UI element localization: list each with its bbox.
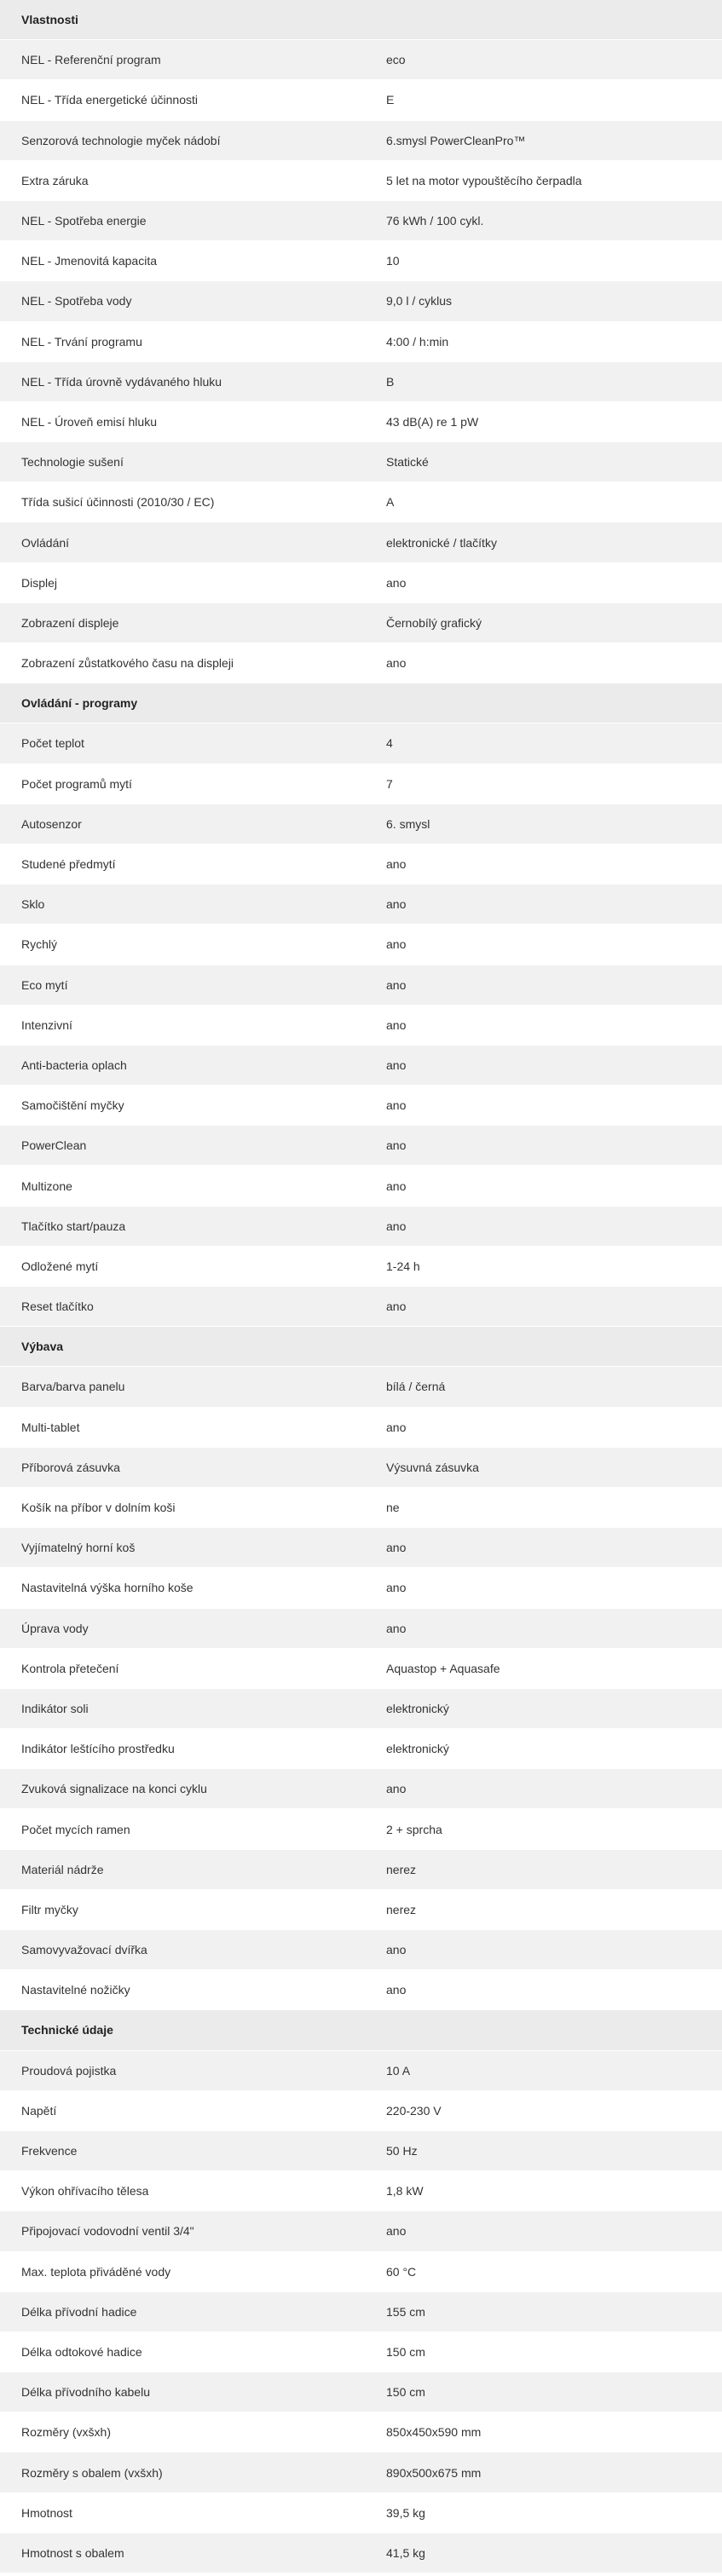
spec-label: NEL - Třída energetické účinnosti bbox=[21, 93, 198, 107]
spec-row bbox=[0, 1367, 722, 1407]
spec-row bbox=[0, 241, 722, 281]
spec-label: Rozměry s obalem (vxšxh) bbox=[21, 2465, 163, 2480]
spec-value: ano bbox=[386, 1138, 407, 1153]
spec-row bbox=[0, 1287, 722, 1327]
spec-row bbox=[0, 121, 722, 161]
spec-value: 150 cm bbox=[386, 2344, 425, 2359]
spec-value: ano bbox=[386, 1057, 407, 1072]
spec-row bbox=[0, 322, 722, 362]
spec-value: ano bbox=[386, 897, 407, 912]
spec-row bbox=[0, 1850, 722, 1890]
spec-row bbox=[0, 1649, 722, 1689]
spec-value: 5 let na motor vypouštěcího čerpadla bbox=[386, 173, 582, 187]
spec-value: ano bbox=[386, 1017, 407, 1032]
spec-label: Vyjímatelný horní koš bbox=[21, 1541, 136, 1555]
spec-label: Anti-bacteria oplach bbox=[21, 1057, 127, 1072]
spec-row bbox=[0, 161, 722, 201]
spec-row bbox=[0, 40, 722, 80]
spec-row bbox=[0, 925, 722, 965]
spec-label: Nastavitelné nožičky bbox=[21, 1983, 130, 1997]
spec-label: Autosenzor bbox=[21, 816, 82, 831]
spec-label: Zobrazení zůstatkového času na displeji bbox=[21, 656, 234, 671]
spec-value: A bbox=[386, 495, 395, 510]
spec-value: ano bbox=[386, 1098, 407, 1113]
spec-label: Samovyvažovací dvířka bbox=[21, 1943, 147, 1957]
spec-row bbox=[0, 1609, 722, 1649]
spec-row bbox=[0, 1689, 722, 1729]
spec-row bbox=[0, 2332, 722, 2372]
spec-row bbox=[0, 1448, 722, 1488]
spec-label: Displej bbox=[21, 575, 58, 590]
spec-label: Technologie sušení bbox=[21, 455, 124, 470]
spec-label: NEL - Spotřeba vody bbox=[21, 294, 132, 308]
spec-label: Počet programů mytí bbox=[21, 776, 132, 791]
spec-label: Zobrazení displeje bbox=[21, 615, 119, 630]
spec-label: NEL - Spotřeba energie bbox=[21, 214, 147, 228]
spec-label: Samočištění myčky bbox=[21, 1098, 124, 1113]
spec-label: Příborová zásuvka bbox=[21, 1460, 120, 1474]
spec-label: Nastavitelná výška horního koše bbox=[21, 1581, 193, 1595]
spec-label: Intenzivní bbox=[21, 1017, 72, 1032]
spec-label: Hmotnost s obalem bbox=[21, 2545, 124, 2560]
section-header bbox=[0, 1327, 722, 1367]
spec-value: eco bbox=[386, 53, 406, 67]
spec-row bbox=[0, 362, 722, 402]
spec-label: Třída sušicí účinnosti (2010/30 / EC) bbox=[21, 495, 215, 510]
spec-value: 1-24 h bbox=[386, 1259, 420, 1273]
spec-row bbox=[0, 844, 722, 885]
spec-row bbox=[0, 1126, 722, 1166]
spec-row bbox=[0, 201, 722, 241]
spec-label: Reset tlačítko bbox=[21, 1300, 94, 1314]
spec-value: nerez bbox=[386, 1902, 417, 1916]
spec-row bbox=[0, 1970, 722, 2010]
spec-value: 220-230 V bbox=[386, 2103, 442, 2118]
spec-value: ano bbox=[386, 1581, 407, 1595]
spec-value: 890x500x675 mm bbox=[386, 2465, 482, 2480]
spec-row bbox=[0, 804, 722, 844]
spec-value: 4:00 / h:min bbox=[386, 334, 449, 349]
spec-label: Rozměry (vxšxh) bbox=[21, 2425, 112, 2440]
spec-row bbox=[0, 1568, 722, 1608]
spec-row bbox=[0, 1086, 722, 1126]
spec-row bbox=[0, 2452, 722, 2492]
spec-label: Počet mycích ramen bbox=[21, 1822, 130, 1836]
spec-row bbox=[0, 2412, 722, 2452]
spec-value: 155 cm bbox=[386, 2304, 425, 2319]
spec-label: Materiál nádrže bbox=[21, 1862, 104, 1876]
spec-value: 60 °C bbox=[386, 2264, 417, 2279]
spec-value: ne bbox=[386, 1501, 400, 1515]
spec-value: 50 Hz bbox=[386, 2144, 418, 2158]
spec-label: Eco mytí bbox=[21, 977, 68, 992]
spec-row bbox=[0, 1729, 722, 1769]
section-header bbox=[0, 683, 722, 723]
spec-row bbox=[0, 1207, 722, 1247]
spec-value: ano bbox=[386, 1621, 407, 1635]
spec-row bbox=[0, 1488, 722, 1528]
spec-value: 150 cm bbox=[386, 2385, 425, 2400]
spec-value: 850x450x590 mm bbox=[386, 2425, 482, 2440]
spec-value: ano bbox=[386, 2224, 407, 2239]
spec-value: Černobílý grafický bbox=[386, 615, 482, 630]
spec-label: Hmotnost bbox=[21, 2505, 72, 2520]
spec-value: ano bbox=[386, 937, 407, 952]
spec-label: Barva/barva panelu bbox=[21, 1380, 125, 1394]
spec-label: Proudová pojistka bbox=[21, 2063, 117, 2078]
spec-value: ano bbox=[386, 1943, 407, 1957]
spec-value: 7 bbox=[386, 776, 393, 791]
spec-row bbox=[0, 563, 722, 603]
spec-label: Tlačítko start/pauza bbox=[21, 1219, 126, 1233]
spec-label: NEL - Úroveň emisí hluku bbox=[21, 414, 157, 429]
spec-label: Zvuková signalizace na konci cyklu bbox=[21, 1782, 207, 1796]
spec-label: Délka přívodní hadice bbox=[21, 2304, 137, 2319]
spec-value: 39,5 kg bbox=[386, 2505, 425, 2520]
spec-row bbox=[0, 764, 722, 804]
spec-row bbox=[0, 1528, 722, 1568]
spec-value: 9,0 l / cyklus bbox=[386, 294, 453, 308]
spec-row bbox=[0, 2533, 722, 2573]
spec-row bbox=[0, 1046, 722, 1086]
section-title: Vlastnosti bbox=[21, 13, 78, 27]
spec-label: Úprava vody bbox=[21, 1621, 89, 1635]
spec-label: Max. teplota přiváděné vody bbox=[21, 2264, 171, 2279]
spec-row bbox=[0, 1890, 722, 1930]
spec-row bbox=[0, 1247, 722, 1287]
spec-label: Frekvence bbox=[21, 2144, 78, 2158]
spec-label: Extra záruka bbox=[21, 173, 89, 187]
section-header bbox=[0, 2010, 722, 2050]
spec-label: Studené předmytí bbox=[21, 857, 116, 872]
spec-value: elektronický bbox=[386, 1701, 449, 1715]
spec-value: ano bbox=[386, 1219, 407, 1233]
spec-row bbox=[0, 2252, 722, 2292]
spec-row bbox=[0, 2171, 722, 2211]
spec-value: nerez bbox=[386, 1862, 417, 1876]
spec-value: 4 bbox=[386, 736, 393, 751]
spec-row bbox=[0, 1769, 722, 1809]
spec-label: Sklo bbox=[21, 897, 45, 912]
spec-label: Filtr myčky bbox=[21, 1902, 78, 1916]
section-title: Ovládání - programy bbox=[21, 696, 138, 711]
spec-label: NEL - Třída úrovně vydávaného hluku bbox=[21, 374, 222, 389]
spec-value: ano bbox=[386, 1541, 407, 1555]
spec-label: Odložené mytí bbox=[21, 1259, 99, 1273]
spec-row bbox=[0, 2493, 722, 2533]
spec-value: 1,8 kW bbox=[386, 2184, 424, 2199]
spec-label: NEL - Jmenovitá kapacita bbox=[21, 254, 157, 268]
spec-row bbox=[0, 2051, 722, 2091]
spec-row bbox=[0, 1930, 722, 1970]
spec-value: ano bbox=[386, 575, 407, 590]
spec-value: 6.smysl PowerCleanPro™ bbox=[386, 133, 526, 147]
spec-row bbox=[0, 522, 722, 562]
spec-label: NEL - Referenční program bbox=[21, 53, 161, 67]
section-title: Výbava bbox=[21, 1340, 64, 1354]
spec-label: Rychlý bbox=[21, 937, 58, 952]
spec-value: ano bbox=[386, 1420, 407, 1434]
spec-row bbox=[0, 1166, 722, 1206]
spec-label: PowerClean bbox=[21, 1138, 87, 1153]
spec-value: bílá / černá bbox=[386, 1380, 446, 1394]
spec-row bbox=[0, 1408, 722, 1448]
spec-row bbox=[0, 603, 722, 643]
spec-row bbox=[0, 482, 722, 522]
section-title: Technické údaje bbox=[21, 2023, 113, 2037]
spec-value: Aquastop + Aquasafe bbox=[386, 1661, 500, 1675]
spec-value: ano bbox=[386, 1983, 407, 1997]
spec-value: elektronický bbox=[386, 1742, 449, 1756]
spec-value: ano bbox=[386, 1300, 407, 1314]
spec-label: Výkon ohřívacího tělesa bbox=[21, 2184, 149, 2199]
spec-value: ano bbox=[386, 1179, 407, 1193]
spec-label: Připojovací vodovodní ventil 3/4" bbox=[21, 2224, 194, 2239]
spec-label: Senzorová technologie myček nádobí bbox=[21, 133, 221, 147]
spec-label: Košík na příbor v dolním koši bbox=[21, 1501, 176, 1515]
spec-value: E bbox=[386, 93, 395, 107]
spec-label: Délka přívodního kabelu bbox=[21, 2385, 150, 2400]
spec-label: Multi-tablet bbox=[21, 1420, 80, 1434]
spec-row bbox=[0, 723, 722, 764]
spec-row bbox=[0, 643, 722, 683]
spec-row bbox=[0, 885, 722, 925]
spec-row bbox=[0, 2372, 722, 2412]
spec-label: Ovládání bbox=[21, 535, 70, 550]
spec-value: B bbox=[386, 374, 395, 389]
spec-label: Indikátor soli bbox=[21, 1701, 89, 1715]
section-header bbox=[0, 0, 722, 40]
spec-value: 6. smysl bbox=[386, 816, 430, 831]
spec-value: 43 dB(A) re 1 pW bbox=[386, 414, 479, 429]
spec-row bbox=[0, 1809, 722, 1849]
spec-value: 10 bbox=[386, 254, 400, 268]
spec-label: NEL - Trvání programu bbox=[21, 334, 142, 349]
spec-value: elektronické / tlačítky bbox=[386, 535, 497, 550]
spec-value: 76 kWh / 100 cykl. bbox=[386, 214, 484, 228]
spec-row bbox=[0, 281, 722, 321]
spec-label: Indikátor leštícího prostředku bbox=[21, 1742, 175, 1756]
spec-row bbox=[0, 2292, 722, 2332]
spec-value: ano bbox=[386, 977, 407, 992]
spec-row bbox=[0, 442, 722, 482]
spec-row bbox=[0, 80, 722, 120]
spec-value: Statické bbox=[386, 455, 429, 470]
spec-value: ano bbox=[386, 857, 407, 872]
spec-label: Napětí bbox=[21, 2103, 57, 2118]
spec-value: ano bbox=[386, 1782, 407, 1796]
spec-row bbox=[0, 402, 722, 442]
spec-row bbox=[0, 965, 722, 1006]
spec-value: 2 + sprcha bbox=[386, 1822, 442, 1836]
spec-label: Kontrola přetečení bbox=[21, 1661, 119, 1675]
spec-label: Délka odtokové hadice bbox=[21, 2344, 142, 2359]
spec-label: Počet teplot bbox=[21, 736, 84, 751]
spec-row bbox=[0, 2131, 722, 2171]
spec-label: Multizone bbox=[21, 1179, 72, 1193]
spec-row bbox=[0, 1006, 722, 1046]
spec-row bbox=[0, 2091, 722, 2131]
spec-value: Výsuvná zásuvka bbox=[386, 1460, 479, 1474]
spec-row bbox=[0, 2211, 722, 2251]
spec-value: 41,5 kg bbox=[386, 2545, 425, 2560]
spec-value: 10 A bbox=[386, 2063, 411, 2078]
spec-value: ano bbox=[386, 656, 407, 671]
